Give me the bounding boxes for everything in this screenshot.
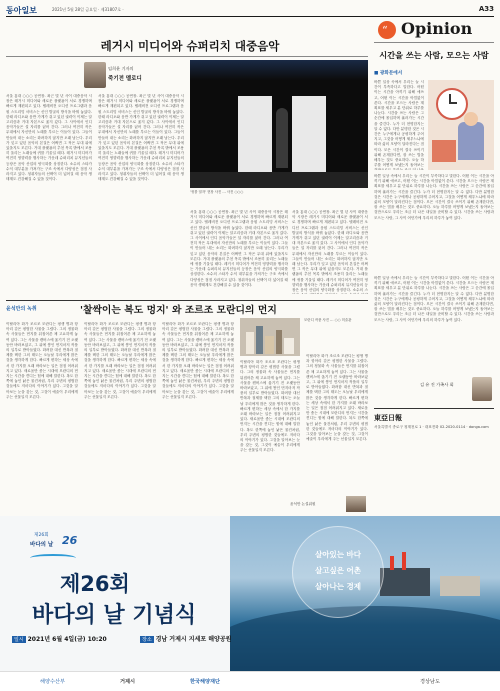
sponsor-bar xyxy=(0,671,500,691)
left-column-body-1: 서울 홍대 ○○○ 공연장. 최근 몇 년 사이 대중음악 시장은 레거시 미디어와 새로운 플랫폼이 서로 경쟁하며 빠르게 재편되고 있다. 텔레비전 오디션 프로그램과 음원 스트리밍 서비스는 신인 발굴의 방식을 바꿔 놓았다. 한때 라디오와 음반 가게가 쥐고 있던 권력이 이제는 알고리즘과 거대 자본으로 옮겨 갔다. 그 사이에서 인디 음악가들은 설 자리를 잃어 간다. 그러나 여전히 작은 무대에서 자신만의 노래를 부르는 이들이 있다. 그들이 만들어 내는 소리는 화려하지 않지만 오래 남는다. 우리가 잊고 있던 음악의 본질은 어쩌면 그 작은 무대 위에 있을지도 모른다. 거대 플랫폼의 추천 목록 밖에서 조용히 울리는 노래들에 귀를 기울일 때다. 레거시 미디어가 여전히 영향력을 행사하는 가운데 슈퍼리치 뮤지션들의 등장은 음악 산업의 양극화를 상징한다. 소수의 스타가 수익 대부분을 가져가는 구조 속에서 다양성은 점점 사라지고 있다. 청취자들의 선택이 더 넓어질 때 음악 생태계도 건강해질 수 있을 것이다. xyxy=(6,94,92,182)
wave-icon xyxy=(30,554,76,562)
quote-bubble-icon xyxy=(377,20,397,40)
sponsor-2: 거제시 xyxy=(120,679,136,685)
time-value: 2021년 6월 4일(금) 10:20 xyxy=(27,636,107,643)
slogan-line-3: 살아나는 경제 xyxy=(314,582,362,591)
right-column-category: ■ 광화문에서 xyxy=(374,71,403,76)
photo-caption: '귀를 열자' 현장 사진 … 사진 ○○○ xyxy=(190,190,244,194)
bottom-column-body-2: 이탈리아 화가 조르조 모란디는 평생 병과 항아리 같은 평범한 사물을 그렸다. 그의 정물화 속 사물들은 먼지를 뒤집어쓴 채 고요하게 놓여 있다. 그는 사물을 캔버스에 옮기기 전 오랫동안 바라보았고, 그 위에 쌓인 먼지마저 작품의 일부로 받아들였다. 화려함 대신 반복과 절제를 택한 그의 태도는 오늘날 우리에게 많은 것을 생각하게 한다. 빠르게 변하는 세상 속에서 한 가지를 오래 바라보는 일은 점점 어려워지고 있다. 새로움만 좇는 시대에 모란디의 먼지는 시간을 견디는 힘에 대해 말한다. 복도 한쪽에 놓인 낡은 물건처럼, 우리 주변의 평범한 것들에도 저마다의 이야기가 있다. 그것을 알아보는 눈을 갖는 것, 그것이 예술이 우리에게 주는 선물일지 모른다. xyxy=(84,322,156,399)
right-column-body-1: 바쁜 일상 속에서 우리는 늘 시간이 부족하다고 말한다. 어떤 이는 시간을 아끼기 위해 애쓰고, 어떤 이는 시간을 아낌없이 쓴다. 시간을 모으는 사람은 계획표를 세우고 분 단위로 하루를 나눈다. 시간을 쓰는 사람은 그 순간에 몰입하며 흘러가는 시간을 즐긴다. 누가 더 현명한지는 알 수 없다. 다만 분명한 것은 시간은 누구에게나 공평하게 주어지고, 그것을 어떻게 채우느냐에 따라 삶의 모양이 달라진다는 점이다. 모은 시간이 결국 쓰이기 위해 존재한다면, 잘 쓰는 법을 배우는 것도 중요하다. 오늘 하루를 어떻게 보냈는지 돌아보는 xyxy=(374,80,424,168)
right-column-rule xyxy=(374,42,494,43)
page-header xyxy=(6,4,494,17)
sponsor-1: 해양수산부 xyxy=(40,679,66,685)
byline-title: 죽기전 멜로디 xyxy=(108,76,142,82)
event-time-row xyxy=(12,634,107,643)
slogan-disc xyxy=(292,526,384,618)
left-column-body-4: 서울 홍대 ○○○ 공연장. 최근 몇 년 사이 대중음악 시장은 레거시 미디어와 새로운 플랫폼이 서로 경쟁하며 빠르게 재편되고 있다. 텔레비전 오디션 프로그램과 음원 스트리밍 서비스는 신인 발굴의 방식을 바꿔 놓았다. 한때 라디오와 음반 가게가 쥐고 있던 권력이 이제는 알고리즘과 거대 자본으로 옮겨 갔다. 그 사이에서 인디 음악가들은 설 자리를 잃어 간다. 그러나 여전히 작은 무대에서 자신만의 노래를 부르는 이들이 있다. 그들이 만들어 내는 소리는 화려하지 않지만 오래 남는다. 우리가 잊고 있던 음악의 본질은 어쩌면 그 작은 무대 위에 있을지도 모른다. 거대 플랫폼의 추천 목록 밖에서 조용히 울리는 노래들에 귀를 기울일 때다. 레거시 미디어가 여전히 영향력을 행사하는 가운데 슈퍼리치 뮤지션들의 등장은 음악 산업의 양극화를 상징한다. 소수의 스타가 수익 대부분을 가져가는 구조 속에서 다양성은 점점 사라지고 있다. 청취자들의 선택이 더 넓어질 때 음악 생태계도 건강해질 수 있을 것이다. xyxy=(190,210,288,287)
sponsor-4: 경상남도 xyxy=(420,679,441,685)
right-column-author: 김 유 진 가족사 회 xyxy=(420,382,454,387)
bottom-column-body-5: 이탈리아 화가 조르조 모란디는 평생 병과 항아리 같은 평범한 사물을 그렸다. 그의 정물화 속 사물들은 먼지를 뒤집어쓴 채 고요하게 놓여 있다. 그는 사물을 캔버스에 옮기기 전 오랫동안 바라보았고, 그 위에 쌓인 먼지마저 작품의 일부로 받아들였다. 화려함 대신 반복과 절제를 택한 그의 태도는 오늘날 우리에게 많은 것을 생각하게 한다. 빠르게 변하는 세상 속에서 한 가지를 오래 바라보는 일은 점점 어려워지고 있다. 새로움만 좇는 시대에 모란디의 먼지는 시간을 견디는 힘에 대해 말한다. 복도 한쪽에 놓인 낡은 물건처럼, 우리 주변의 평범한 것들에도 저마다의 이야기가 있다. 그것을 알아보는 눈을 갖는 것, 그것이 예술이 우리에게 주는 선물일지 모른다. xyxy=(306,354,368,442)
sponsor-3: 한국해양재단 xyxy=(190,679,221,685)
masthead-info: 서울특별시 종로구 청계천로 1 · 대표전화 02-2020-0114 · donga.com xyxy=(374,425,489,429)
masthead-box xyxy=(374,408,494,511)
opinion-section-label xyxy=(377,19,495,41)
author-portrait xyxy=(84,62,106,88)
left-column-body-2: 서울 홍대 ○○○ 공연장. 최근 몇 년 사이 대중음악 시장은 레거시 미디어와 새로운 플랫폼이 서로 경쟁하며 빠르게 재편되고 있다. 텔레비전 오디션 프로그램과 음원 스트리밍 서비스는 신인 발굴의 방식을 바꿔 놓았다. 한때 라디오와 음반 가게가 쥐고 있던 권력이 이제는 알고리즘과 거대 자본으로 옮겨 갔다. 그 사이에서 인디 음악가들은 설 자리를 잃어 간다. 그러나 여전히 작은 무대에서 자신만의 노래를 부르는 이들이 있다. 그들이 만들어 내는 소리는 화려하지 않지만 오래 남는다. 우리가 잊고 있던 음악의 본질은 어쩌면 그 작은 무대 위에 있을지도 모른다. 거대 플랫폼의 추천 목록 밖에서 조용히 울리는 노래들에 귀를 기울일 때다. 레거시 미디어가 여전히 영향력을 행사하는 가운데 슈퍼리치 뮤지션들의 등장은 음악 산업의 양극화를 상징한다. 소수의 스타가 수익 대부분을 가져가는 구조 속에서 다양성은 점점 사라지고 있다. 청취자들의 선택이 더 넓어질 때 음악 생태계도 건강해질 수 있을 것이다. xyxy=(98,94,184,182)
right-column-body-2: 바쁜 일상 속에서 우리는 늘 시간이 부족하다고 말한다. 어떤 이는 시간을 아끼기 위해 애쓰고, 어떤 이는 시간을 아낌없이 쓴다. 시간을 모으는 사람은 계획표를 세우고 분 단위로 하루를 나눈다. 시간을 쓰는 사람은 그 순간에 몰입하며 흘러가는 시간을 즐긴다. 누가 더 현명한지는 알 수 없다. 다만 분명한 것은 시간은 누구에게나 공평하게 주어지고, 그것을 어떻게 채우느냐에 따라 삶의 모양이 달라진다는 점이다. 모은 시간이 결국 쓰이기 위해 존재한다면, 잘 쓰는 법을 배우는 것도 중요하다. 오늘 하루를 어떻게 보냈는지 돌아보는 것만으로도 우리는 조금 더 나은 내일을 준비할 수 있다. 시간을 쓰는 사람과 모으는 사람, 그 사이 어딘가에 우리의 하루가 놓여 있다. xyxy=(374,174,494,220)
ocean-day-ad xyxy=(0,516,500,691)
right-author-photo xyxy=(472,377,492,401)
issue-date: 2021년 5월 28일 금요일 · 제31807호 · xyxy=(52,7,124,12)
svg-text:“: “ xyxy=(382,24,388,37)
badge-title: 바다의 날 xyxy=(30,542,54,548)
ad-title-prefix: 제26회 xyxy=(60,572,130,596)
bottom-column-title: '찰싹이는 복도 멍지' 와 조르조 모란디의 먼지 xyxy=(80,305,277,316)
masthead-name: 東亞日報 xyxy=(374,413,402,422)
right-column-body-3: 바쁜 일상 속에서 우리는 늘 시간이 부족하다고 말한다. 어떤 이는 시간을 아끼기 위해 애쓰고, 어떤 이는 시간을 아낌없이 쓴다. 시간을 모으는 사람은 계획표를 세우고 분 단위로 하루를 나눈다. 시간을 쓰는 사람은 그 순간에 몰입하며 흘러가는 시간을 즐긴다. 누가 더 현명한지는 알 수 없다. 다만 분명한 것은 시간은 누구에게나 공평하게 주어지고, 그것을 어떻게 채우느냐에 따라 삶의 모양이 달라진다는 점이다. 모은 시간이 결국 쓰이기 위해 존재한다면, 잘 쓰는 법을 배우는 것도 중요하다. 오늘 하루를 어떻게 보냈는지 돌아보는 것만으로도 우리는 조금 더 나은 내일을 준비할 수 있다. 시간을 쓰는 사람과 모으는 사람, 그 사이 어딘가에 우리의 하루가 놓여 있다. xyxy=(374,276,494,322)
place-value: 경남 거제시 지세포 해양공원 xyxy=(155,636,232,643)
still-life-photo xyxy=(240,318,300,356)
place-label: 장소 xyxy=(142,637,152,643)
ad-title: 바다의 날 기념식 xyxy=(32,603,197,628)
left-column-rule xyxy=(6,56,368,57)
bottom-column-body-1: 이탈리아 화가 조르조 모란디는 평생 병과 항아리 같은 평범한 사물을 그렸다. 그의 정물화 속 사물들은 먼지를 뒤집어쓴 채 고요하게 놓여 있다. 그는 사물을 캔버스에 옮기기 전 오랫동안 바라보았고, 그 위에 쌓인 먼지마저 작품의 일부로 받아들였다. 화려함 대신 반복과 절제를 택한 그의 태도는 오늘날 우리에게 많은 것을 생각하게 한다. 빠르게 변하는 세상 속에서 한 가지를 오래 바라보는 일은 점점 어려워지고 있다. 새로움만 좇는 시대에 모란디의 먼지는 시간을 견디는 힘에 대해 말한다. 복도 한쪽에 놓인 낡은 물건처럼, 우리 주변의 평범한 것들에도 저마다의 이야기가 있다. 그것을 알아보는 눈을 갖는 것, 그것이 예술이 우리에게 주는 선물일지 모른다. xyxy=(6,322,78,399)
badge-edition: 제26회 xyxy=(34,533,49,538)
badge-number: 26 xyxy=(62,534,78,547)
newspaper-logo: 동아일보 xyxy=(6,5,37,15)
time-label: 일시 xyxy=(14,637,24,643)
bottom-column-label: 윤석만의 녹취 xyxy=(6,306,37,312)
right-column-title: 시간을 쓰는 사람, 모으는 사람 xyxy=(379,50,489,60)
left-column-title: 레거시 미디어와 슈퍼리치 대중음악 xyxy=(100,39,280,53)
byline-name: 임희윤 기자의 xyxy=(108,66,134,71)
opinion-title: Opinion xyxy=(401,19,473,38)
left-column-body-3: 서울 홍대 ○○○ 공연장. 최근 몇 년 사이 대중음악 시장은 레거시 미디어와 새로운 플랫폼이 서로 경쟁하며 빠르게 재편되고 있다. 텔레비전 오디션 프로그램과 음원 스트리밍 서비스는 신인 발굴의 방식을 바꿔 놓았다. 한때 라디오와 음반 가게가 쥐고 있던 권력이 이제는 알고리즘과 거대 자본으로 옮겨 갔다. 그 사이에서 인디 음악가들은 설 자리를 잃어 간다. 그러나 여전히 작은 무대에서 자신만의 노래를 부르는 이들이 있다. 그들이 만들어 내는 소리는 화려하지 않지만 오래 남는다. 우리가 잊고 있던 음악의 본질은 어쩌면 그 작은 무대 위에 있을지도 모른다. 거대 플랫폼의 추천 목록 밖에서 조용히 울리는 노래들에 귀를 기울일 때다. 레거시 미디어가 여전히 영향력을 행사하는 가운데 슈퍼리치 뮤지션들의 등장은 음악 산업의 양극화를 상징한다. 소수의 스 xyxy=(292,210,368,293)
bottom-author-photo xyxy=(346,496,366,512)
concert-photo xyxy=(190,60,368,188)
slogan-line-2: 살고싶은 어촌 xyxy=(314,566,362,575)
bottom-column-body-3: 이탈리아 화가 조르조 모란디는 평생 병과 항아리 같은 평범한 사물을 그렸다. 그의 정물화 속 사물들은 먼지를 뒤집어쓴 채 고요하게 놓여 있다. 그는 사물을 캔버스에 옮기기 전 오랫동안 바라보았고, 그 위에 쌓인 먼지마저 작품의 일부로 받아들였다. 화려함 대신 반복과 절제를 택한 그의 태도는 오늘날 우리에게 많은 것을 생각하게 한다. 빠르게 변하는 세상 속에서 한 가지를 오래 바라보는 일은 점점 어려워지고 있다. 새로움만 좇는 시대에 모란디의 먼지는 시간을 견디는 힘에 대해 말한다. 복도 한쪽에 놓인 낡은 물건처럼, 우리 주변의 평범한 것들에도 저마다의 이야기가 있다. 그것을 알아보는 눈을 갖는 것, 그것이 예술이 우리에게 주는 선물일지 모른다. xyxy=(162,322,234,399)
bottom-column-body-4: 이탈리아 화가 조르조 모란디는 평생 병과 항아리 같은 평범한 사물을 그렸다. 그의 정물화 속 사물들은 먼지를 뒤집어쓴 채 고요하게 놓여 있다. 그는 사물을 캔버스에 옮기기 전 오랫동안 바라보았고, 그 위에 쌓인 먼지마저 작품의 일부로 받아들였다. 화려함 대신 반복과 절제를 택한 그의 태도는 오늘날 우리에게 많은 것을 생각하게 한다. 빠르게 변하는 세상 속에서 한 가지를 오래 바라보는 일은 점점 어려워지고 있다. 새로움만 좇는 시대에 모란디의 먼지는 시간을 견디는 힘에 대해 말한다. 복도 한쪽에 놓인 낡은 물건처럼, 우리 주변의 평범한 것들에도 저마다의 이야기가 있다. 그것을 알아보는 눈을 갖는 것, 그것이 예술이 우리에게 주는 선물일지 모른다. xyxy=(240,360,300,453)
page-number: A33 xyxy=(478,5,494,13)
bottom-column-author: 윤석만 논설위원 xyxy=(290,502,316,506)
bottom-column-rule xyxy=(6,300,368,301)
event-place-row xyxy=(140,634,231,643)
slogan-line-1: 살아있는 바다 xyxy=(314,550,362,559)
right-column-illustration xyxy=(428,80,494,170)
still-life-caption: 모란디 작품 사진 … ○○ 미술관 xyxy=(304,318,352,322)
ocean-day-badge xyxy=(30,532,80,566)
